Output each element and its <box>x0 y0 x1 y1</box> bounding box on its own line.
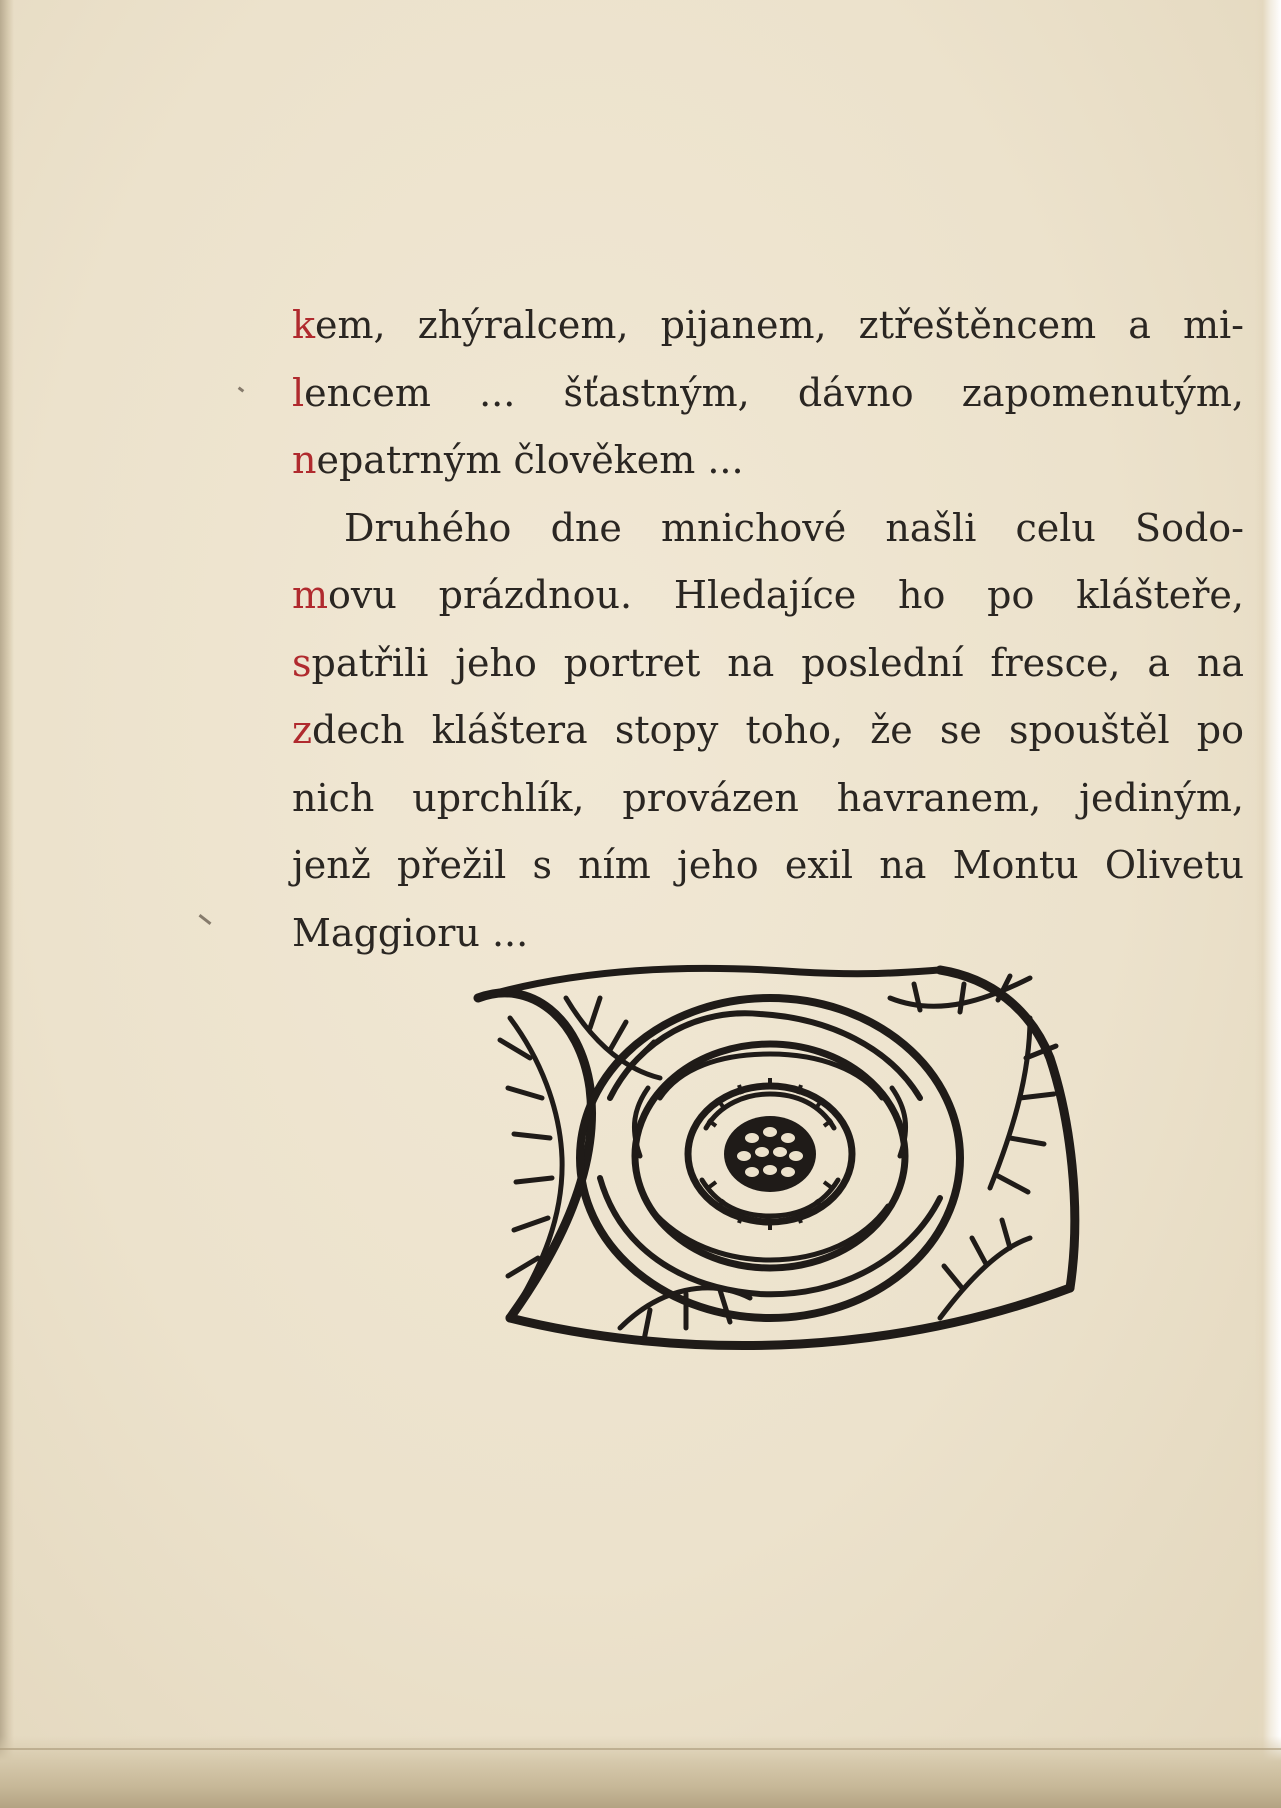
text-line <box>292 427 1244 495</box>
body-text <box>292 292 1244 967</box>
page-bottom-edge <box>0 1736 1281 1808</box>
line-initial-red: s <box>292 640 312 685</box>
text-line <box>292 292 1244 360</box>
line-initial-red: l <box>292 370 305 415</box>
text-line <box>292 765 1244 833</box>
page-fold <box>0 1748 1281 1750</box>
line-rest: ovu prázdnou. Hledajíce ho po klášteře, <box>328 573 1244 617</box>
text-line <box>292 832 1244 900</box>
text-line <box>292 630 1244 698</box>
line-initial-red: k <box>292 303 316 347</box>
text-line <box>292 900 1244 968</box>
line-initial-red: z <box>292 708 313 752</box>
text-line <box>292 495 1244 563</box>
line-rest: encem ... šťastným, dávno zapomenutým, <box>304 370 1244 415</box>
line-rest: patřili jeho portret na poslední fresce, a na <box>311 640 1244 685</box>
page-left-edge <box>0 0 14 1808</box>
stray-ink-mark <box>199 914 212 925</box>
text-line <box>292 697 1244 765</box>
line-rest: epatrným člověkem ... <box>316 438 744 482</box>
line-rest: em, zhýralcem, pijanem, ztřeštěncem a mi- <box>315 303 1244 347</box>
stray-ink-mark <box>238 386 245 392</box>
flower-ornament <box>470 958 1084 1360</box>
line-rest: Maggioru ... <box>292 910 529 955</box>
line-rest: jenž přežil s ním jeho exil na Montu Olivetu <box>292 843 1244 887</box>
page-right-edge <box>1255 0 1281 1808</box>
line-initial-red: n <box>292 438 317 482</box>
line-rest: dech kláštera stopy toho, že se spouštěl po <box>312 708 1244 752</box>
line-rest: nich uprchlík, provázen havranem, jediným, <box>292 775 1244 820</box>
line-rest: Druhého dne mnichové našli celu Sodo- <box>344 505 1244 550</box>
text-line <box>292 360 1244 428</box>
line-initial-red: m <box>292 573 329 617</box>
text-line <box>292 562 1244 630</box>
